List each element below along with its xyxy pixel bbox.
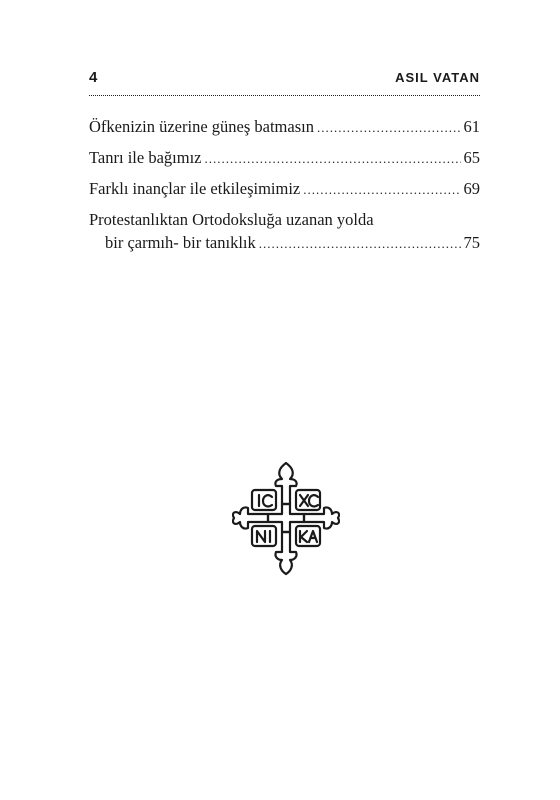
toc-entry-page: 61	[463, 117, 480, 136]
toc-entry	[89, 117, 480, 148]
toc-entry-page: 65	[463, 148, 480, 167]
running-head	[89, 69, 480, 96]
toc-entry-title: Tanrı ile bağımız	[89, 148, 202, 167]
ic-xc-nika-cross-icon	[232, 460, 340, 576]
book-title: ASIL VATAN	[395, 70, 480, 85]
toc-entry-title-line1: Protestanlıktan Ortodoksluğa uzanan yolda	[89, 210, 374, 229]
toc-entry	[89, 210, 480, 259]
dot-leader	[259, 236, 461, 252]
toc-entry-page: 75	[463, 233, 480, 252]
toc-entry	[89, 148, 480, 179]
page-number: 4	[89, 69, 98, 86]
toc-entry-page: 69	[463, 179, 480, 198]
toc-entry-title: Farklı inançlar ile etkileşimimiz	[89, 179, 301, 198]
table-of-contents	[89, 117, 480, 259]
toc-entry-title: Öfkenizin üzerine güneş batmasın	[89, 117, 314, 136]
dot-leader	[317, 120, 461, 136]
dot-leader	[204, 151, 460, 167]
toc-entry	[89, 179, 480, 210]
toc-entry-title-line2: bir çarmıh- bir tanıklık	[105, 233, 256, 252]
dot-leader	[303, 182, 460, 198]
